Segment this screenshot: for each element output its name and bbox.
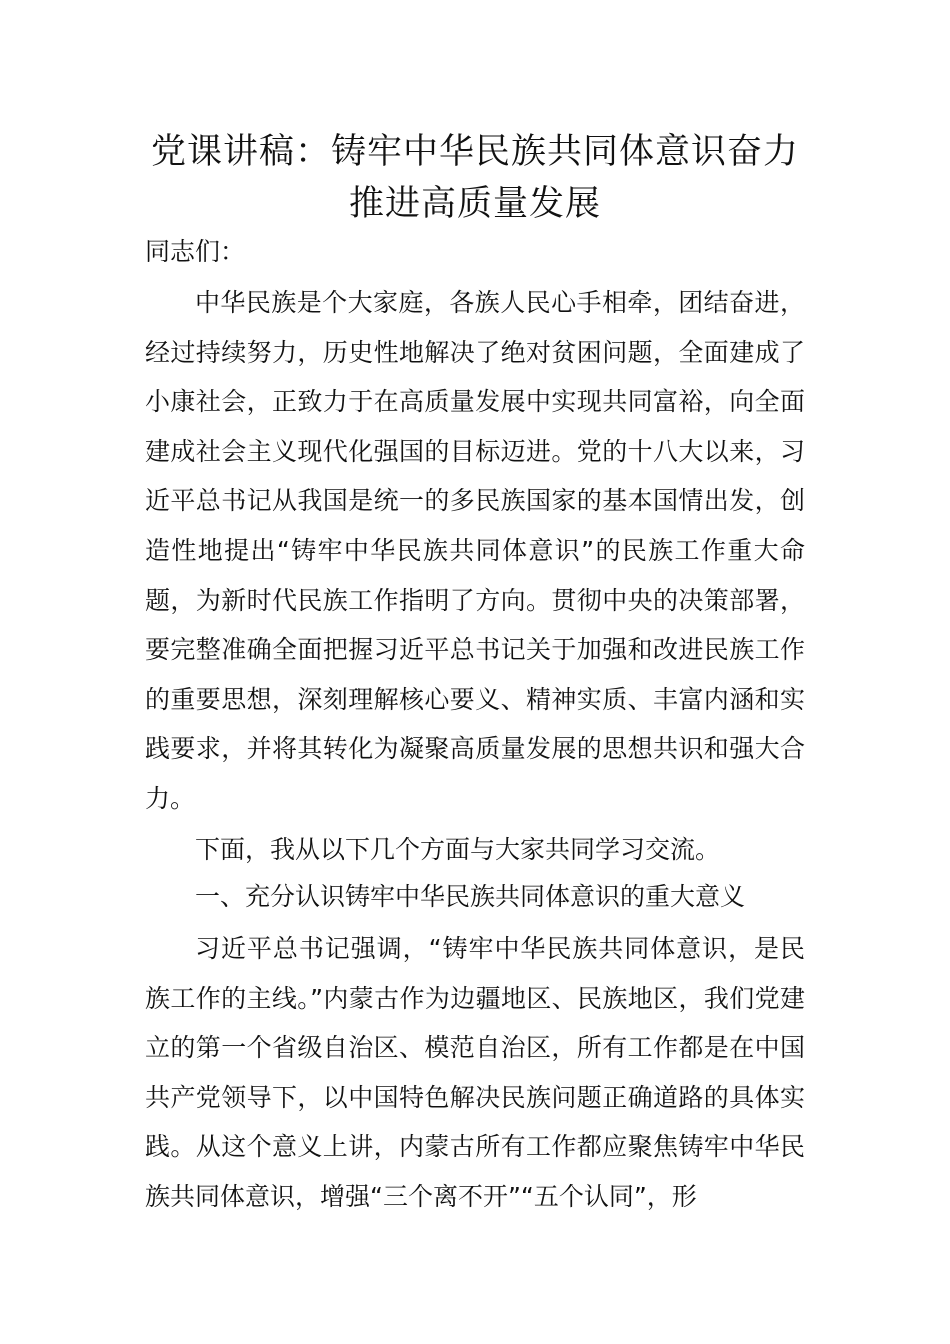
body-paragraph-intro: 中华民族是个大家庭，各族人民心手相牵，团结奋进，经过持续努力，历史性地解决了绝对贫困问题，全面建成了小康社会，正致力于在高质量发展中实现共同富裕，向全面建成社会主义现代化强国的目标迈进。党的十八大以来，习近平总书记从我国是统一的多民族国家的基本国情出发，创造性地提出“铸牢中华民族共同体意识”的民族工作重大命题，为新时代民族工作指明了方向。贯彻中央的决策部署，要完整准确全面把握习近平总书记关于加强和改进民族工作的重要思想，深刻理解核心要义、精神实质、丰富内涵和实践要求，并将其转化为凝聚高质量发展的思想共识和强大合力。: [145, 288, 805, 813]
document-title-line-2: 推进高质量发展: [348, 184, 601, 224]
salutation: 同志们：: [145, 237, 246, 266]
document-title-line-1: 党课讲稿：铸牢中华民族共同体意识奋力: [150, 132, 799, 172]
section-heading-1: 一、充分认识铸牢中华民族共同体意识的重大意义: [195, 882, 746, 911]
body-paragraph-transition: 下面，我从以下几个方面与大家共同学习交流。: [195, 835, 721, 864]
section-1-paragraph: 习近平总书记强调，“铸牢中华民族共同体意识，是民族工作的主线。”内蒙古作为边疆地区、民族地区，我们党建立的第一个省级自治区、模范自治区，所有工作都是在中国共产党领导下，以中国特色解决民族问题正确道路的具体实践。从这个意义上讲，内蒙古所有工作都应聚焦铸牢中华民族共同体意识，增强“三个离不开”“五个认同”，形: [145, 934, 805, 1211]
